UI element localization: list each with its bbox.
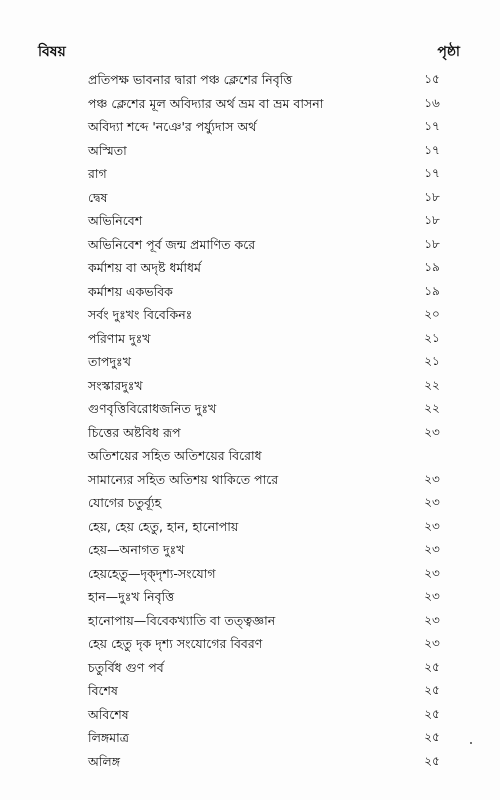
toc-entry-title: কর্মাশয় একভবিক: [88, 283, 173, 299]
toc-entry-title: হেয়, হেয় হেতু, হান, হানোপায়: [88, 518, 239, 534]
toc-entry: [88, 303, 450, 327]
toc-entry-title: পঞ্চ ক্লেশের মূল অবিদ্যার অর্থ ভ্রম বা ভ্রম বাসনা: [88, 95, 324, 111]
toc-entry-page-number: ২১: [424, 330, 440, 345]
toc-entry: [88, 468, 450, 492]
toc-entry-title: সর্বং দুঃখং বিবেকিনঃ: [88, 307, 193, 322]
toc-entry-page-number: ২৩: [424, 565, 440, 580]
toc-entry-title: হেয়হেতু—দৃক্‌দৃশ্য-সংযোগ: [88, 565, 216, 581]
toc-entry: [88, 68, 450, 92]
toc-entry-page-number: ১৮: [424, 236, 440, 251]
toc-entry: [88, 139, 450, 163]
toc-entry-page-number: ২৫: [424, 659, 440, 674]
toc-entry-title: হেয়—অনাগত দুঃখ: [88, 542, 185, 557]
toc-entry: [88, 750, 450, 774]
toc-entry-page-number: ২৩: [424, 636, 440, 650]
page-column-heading: পৃষ্ঠা: [437, 44, 460, 60]
toc-entry-page-number: ২২: [424, 401, 440, 415]
toc-entry-page-number: ১৭: [424, 119, 440, 133]
toc-entry-page-number: ১৬: [424, 95, 440, 110]
toc-entry-title: রাগ: [88, 166, 107, 181]
toc-entry-title: দ্বেষ: [88, 189, 108, 205]
toc-entry: [88, 703, 450, 727]
toc-entry: [88, 186, 450, 210]
toc-entry-title: লিঙ্গমাত্র: [88, 730, 129, 745]
toc-entry: [88, 562, 450, 586]
toc-entry-title: পরিণাম দুঃখ: [88, 330, 151, 346]
toc-entry-page-number: ১৯: [424, 283, 440, 298]
toc-entry: [88, 421, 450, 445]
toc-entry-page-number: ২৩: [424, 589, 440, 603]
toc-entry-title: বিশেষ: [88, 683, 118, 698]
toc-entry-page-number: ২৩: [424, 612, 440, 627]
toc-entry-title: অলিঙ্গ: [88, 753, 121, 769]
toc-entry-title: হান—দুঃখ নিবৃত্তি: [88, 589, 175, 604]
toc-entry-title: প্রতিপক্ষ ভাবনার দ্বারা পঞ্চ ক্লেশের নিবৃত্তি: [88, 72, 293, 87]
table-of-contents: [88, 68, 450, 773]
toc-entry: [88, 115, 450, 139]
toc-entry: [88, 233, 450, 257]
toc-entry: [88, 632, 450, 656]
toc-entry-title: হানোপায়—বিবেকখ্যাতি বা তত্ত্বজ্ঞান: [88, 612, 276, 628]
toc-entry: [88, 656, 450, 680]
toc-entry-page-number: ২২: [424, 377, 440, 392]
toc-entry: [88, 538, 450, 562]
toc-entry-title: অভিনিবেশ: [88, 213, 143, 228]
toc-entry: [88, 256, 450, 280]
toc-entry: [88, 491, 450, 515]
toc-entry-title: অতিশয়ের সহিত অতিশয়ের বিরোধ: [88, 448, 262, 463]
toc-entry-title: অবিদ্যা শব্দে 'নঞে'র পর্য্যুদাস অর্থ: [88, 119, 257, 134]
toc-entry-page-number: ২৩: [424, 424, 440, 439]
toc-entry: [88, 397, 450, 421]
toc-entry-page-number: ১৮: [424, 213, 440, 227]
toc-entry: [88, 444, 450, 468]
toc-entry-title: সংস্কারদুঃখ: [88, 377, 143, 393]
toc-entry-page-number: ২৫: [424, 706, 440, 721]
toc-entry-title: চতুর্বিধ গুণ পর্ব: [88, 659, 164, 675]
toc-entry-page-number: ২৫: [424, 753, 440, 768]
toc-entry: [88, 609, 450, 633]
toc-entry: [88, 585, 450, 609]
toc-entry: [88, 726, 450, 750]
toc-entry-title: গুণবৃত্তিবিরোধজনিত দুঃখ: [88, 401, 217, 416]
toc-entry-title: যোগের চতুর্ব্যূহ: [88, 495, 162, 510]
toc-entry: [88, 515, 450, 539]
toc-entry: [88, 162, 450, 186]
toc-entry-title: সামান্যের সহিত অতিশয় থাকিতে পারে: [88, 471, 279, 487]
toc-entry-title: অস্মিতা: [88, 142, 127, 158]
subject-column-heading: বিষয়: [38, 44, 66, 60]
toc-entry: [88, 374, 450, 398]
toc-entry-page-number: ২৫: [424, 730, 440, 744]
toc-entry-title: চিত্তের অষ্টবিধ রূপ: [88, 424, 181, 440]
toc-entry-title: তাপদুঃখ: [88, 354, 131, 369]
toc-entry-title: কর্মাশয় বা অদৃষ্ট ধর্মাধর্ম: [88, 260, 201, 275]
toc-entry-title: অভিনিবেশ পূর্ব জন্ম প্রমাণিত করে: [88, 236, 256, 252]
toc-entry-page-number: ২৩: [424, 495, 440, 509]
toc-entry-page-number: ১৯: [424, 260, 440, 274]
toc-entry: [88, 679, 450, 703]
toc-entry: [88, 92, 450, 116]
toc-entry: [88, 350, 450, 374]
toc-entry-title: অবিশেষ: [88, 706, 129, 722]
toc-entry-page-number: ২৩: [424, 542, 440, 556]
toc-entry: [88, 327, 450, 351]
toc-entry-page-number: ১৭: [424, 142, 440, 157]
toc-entry-page-number: ১৫: [424, 72, 440, 86]
toc-entry: [88, 209, 450, 233]
toc-entry: [88, 280, 450, 304]
toc-entry-page-number: ২০: [424, 307, 440, 321]
toc-entry-page-number: ১৮: [424, 189, 440, 204]
toc-header: [38, 40, 460, 62]
toc-entry-page-number: ২৫: [424, 683, 440, 697]
toc-entry-page-number: ১৭: [424, 166, 440, 180]
toc-entry-title: হেয় হেতু দৃক দৃশ্য সংযোগের বিবরণ: [88, 636, 263, 651]
toc-entry-page-number: ২৩: [424, 518, 440, 533]
toc-entry-page-number: ২৩: [424, 471, 440, 486]
print-speck: [470, 742, 472, 744]
toc-entry-page-number: ২১: [424, 354, 440, 368]
